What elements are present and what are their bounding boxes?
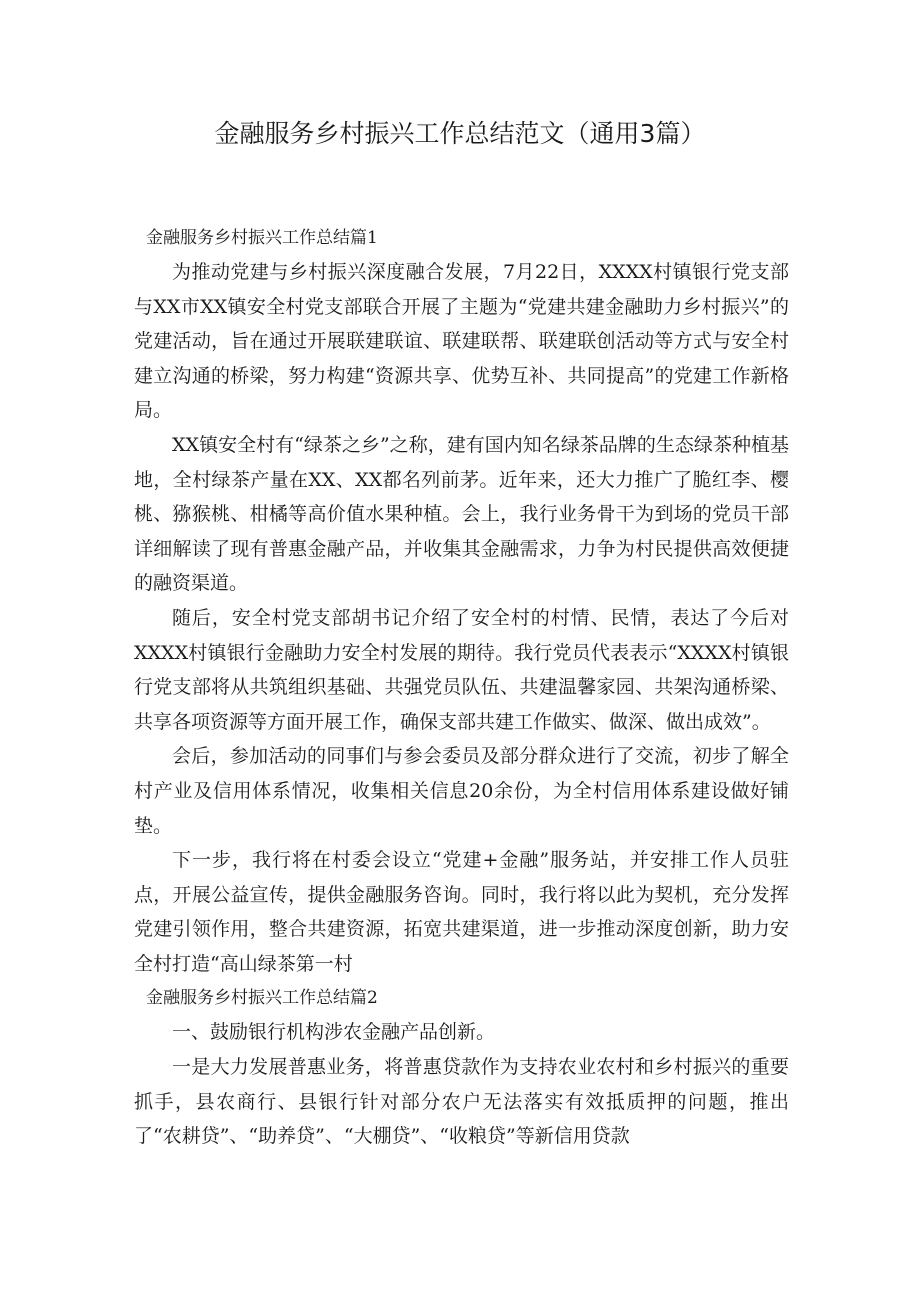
document-body: [134, 221, 789, 1154]
section-2-paragraph-2: 一是大力发展普惠业务，将普惠贷款作为支持农业农村和乡村振兴的重要抓手，县农商行、县银行针对部分农户无法落实有效抵质押的问题，推出了“农耕贷”、“助养贷”、“大棚贷”、“收粮贷”等新信用贷款: [134, 1056, 789, 1148]
section-1-paragraph-3: 随后，安全村党支部胡书记介绍了安全村的村情、民情，表达了今后对XXXX村镇银行金融助力安全村发展的期待。我行党员代表表示“XXXX村镇银行党支部将从共筑组织基础、共强党员队伍、共建温馨家园、共架沟通桥梁、共享各项资源等方面开展工作，确保支部共建工作做实、做深、做出成效”。: [134, 606, 789, 733]
document-title: 金融服务乡村振兴工作总结范文（通用3篇）: [214, 119, 706, 148]
section-1-paragraph-1: 为推动党建与乡村振兴深度融合发展，7月22日，XXXX村镇银行党支部与XX市XX镇安全村党支部联合开展了主题为“党建共建金融助力乡村振兴”的党建活动，旨在通过开展联建联谊、联建联帮、联建联创活动等方式与安全村建立沟通的桥梁，努力构建“资源共享、优势互补、共同提高”的党建工作新格局。: [134, 261, 789, 422]
section-1-paragraph-5: 下一步，我行将在村委会设立“党建+金融”服务站，并安排工作人员驻点，开展公益宣传，提供金融服务咨询。同时，我行将以此为契机，充分发挥党建引领作用，整合共建资源，拓宽共建渠道，进一步推动深度创新，助力安全村打造“高山绿茶第一村: [134, 849, 789, 975]
section-1-paragraph-4: 会后，参加活动的同事们与参会委员及部分群众进行了交流，初步了解全村产业及信用体系情况，收集相关信息20余份，为全村信用体系建设做好铺垫。: [134, 745, 789, 837]
section-2-heading: 金融服务乡村振兴工作总结篇2: [146, 988, 378, 1009]
section-2-paragraph-1: 一、鼓励银行机构涉农金融产品创新。: [172, 1021, 496, 1044]
section-1-paragraph-2: XX镇安全村有“绿茶之乡”之称，建有国内知名绿茶品牌的生态绿茶种植基地，全村绿茶产量在XX、XX都名列前茅。近年来，还大力推广了脆红李、樱桃、猕猴桃、柑橘等高价值水果种植。会上，我行业务骨干为到场的党员干部详细解读了现有普惠金融产品，并收集其金融需求，力争为村民提供高效便捷的融资渠道。: [134, 433, 789, 595]
section-1-heading: 金融服务乡村振兴工作总结篇1: [146, 228, 378, 248]
